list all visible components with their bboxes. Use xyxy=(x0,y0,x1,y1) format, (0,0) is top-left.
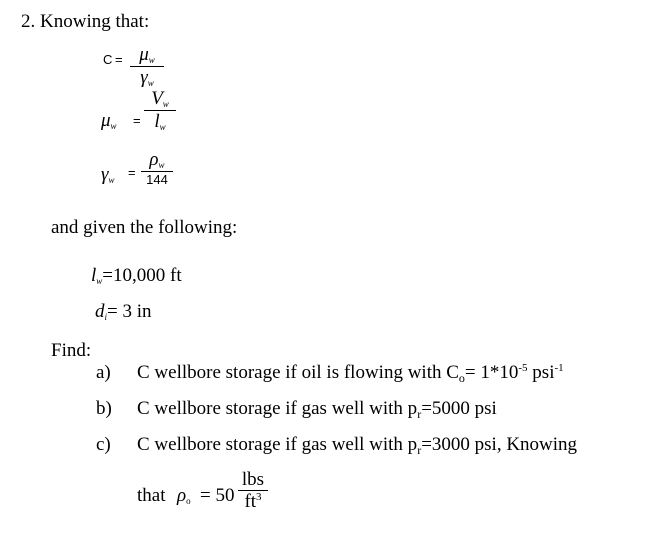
find-item-c-text: C wellbore storage if gas well with $p_r=3000$ psi, Knowing xyxy=(137,434,578,457)
density-denominator: $ft^3$ xyxy=(244,491,262,512)
eq2-fraction-bar xyxy=(144,110,176,111)
eq2-numerator: $V_w$ xyxy=(151,88,169,109)
density-fraction xyxy=(238,470,268,511)
eq2-lhs: $\mu_w$ xyxy=(101,110,117,131)
intro-text: Knowing that: xyxy=(40,11,150,32)
find-item-b-letter: b) xyxy=(96,398,112,419)
problem-header xyxy=(21,11,149,33)
given-diameter: $d_i= 3$ in xyxy=(95,301,152,322)
find-item-a-text: C wellbore storage if oil is flowing with $C_o= 1*10^{-5}$ psi$^{-1}$ xyxy=(137,362,564,385)
density-symbol: $\rho_o$ xyxy=(177,485,191,506)
eq2-fraction xyxy=(144,89,176,132)
given-intro: and given the following: xyxy=(51,217,238,238)
eq1-denominator: $\gamma_w$ xyxy=(140,67,154,88)
eq2-denominator: $l_w$ xyxy=(154,111,166,132)
find-item-b xyxy=(96,398,497,421)
eq3-numerator: $\rho_w$ xyxy=(149,149,165,170)
eq1-numerator: $\mu_w$ xyxy=(139,44,155,65)
eq2-equals: = xyxy=(133,113,141,128)
find-item-a xyxy=(96,362,564,385)
eq1-lhs: C xyxy=(103,52,113,67)
eq1-equals: = xyxy=(115,52,123,67)
that-word: that xyxy=(137,485,166,506)
problem-number: 2. xyxy=(21,11,36,32)
eq3-fraction xyxy=(141,150,173,186)
find-label: Find: xyxy=(51,340,92,361)
find-item-b-text: C wellbore storage if gas well with $p_r=5000$ psi xyxy=(137,398,497,421)
eq1-fraction xyxy=(130,45,164,88)
eq3-equals: = xyxy=(128,165,136,180)
density-equals: = 50 xyxy=(200,485,235,506)
density-numerator: lbs xyxy=(241,469,265,490)
find-item-a-letter: a) xyxy=(96,362,111,383)
given-length: $l_w=10,000$ ft xyxy=(91,265,182,286)
find-item-c-letter: c) xyxy=(96,434,111,455)
eq3-denominator: 144 xyxy=(146,172,168,187)
find-item-c xyxy=(96,434,578,457)
eq3-lhs: $\gamma_w$ xyxy=(101,164,115,185)
